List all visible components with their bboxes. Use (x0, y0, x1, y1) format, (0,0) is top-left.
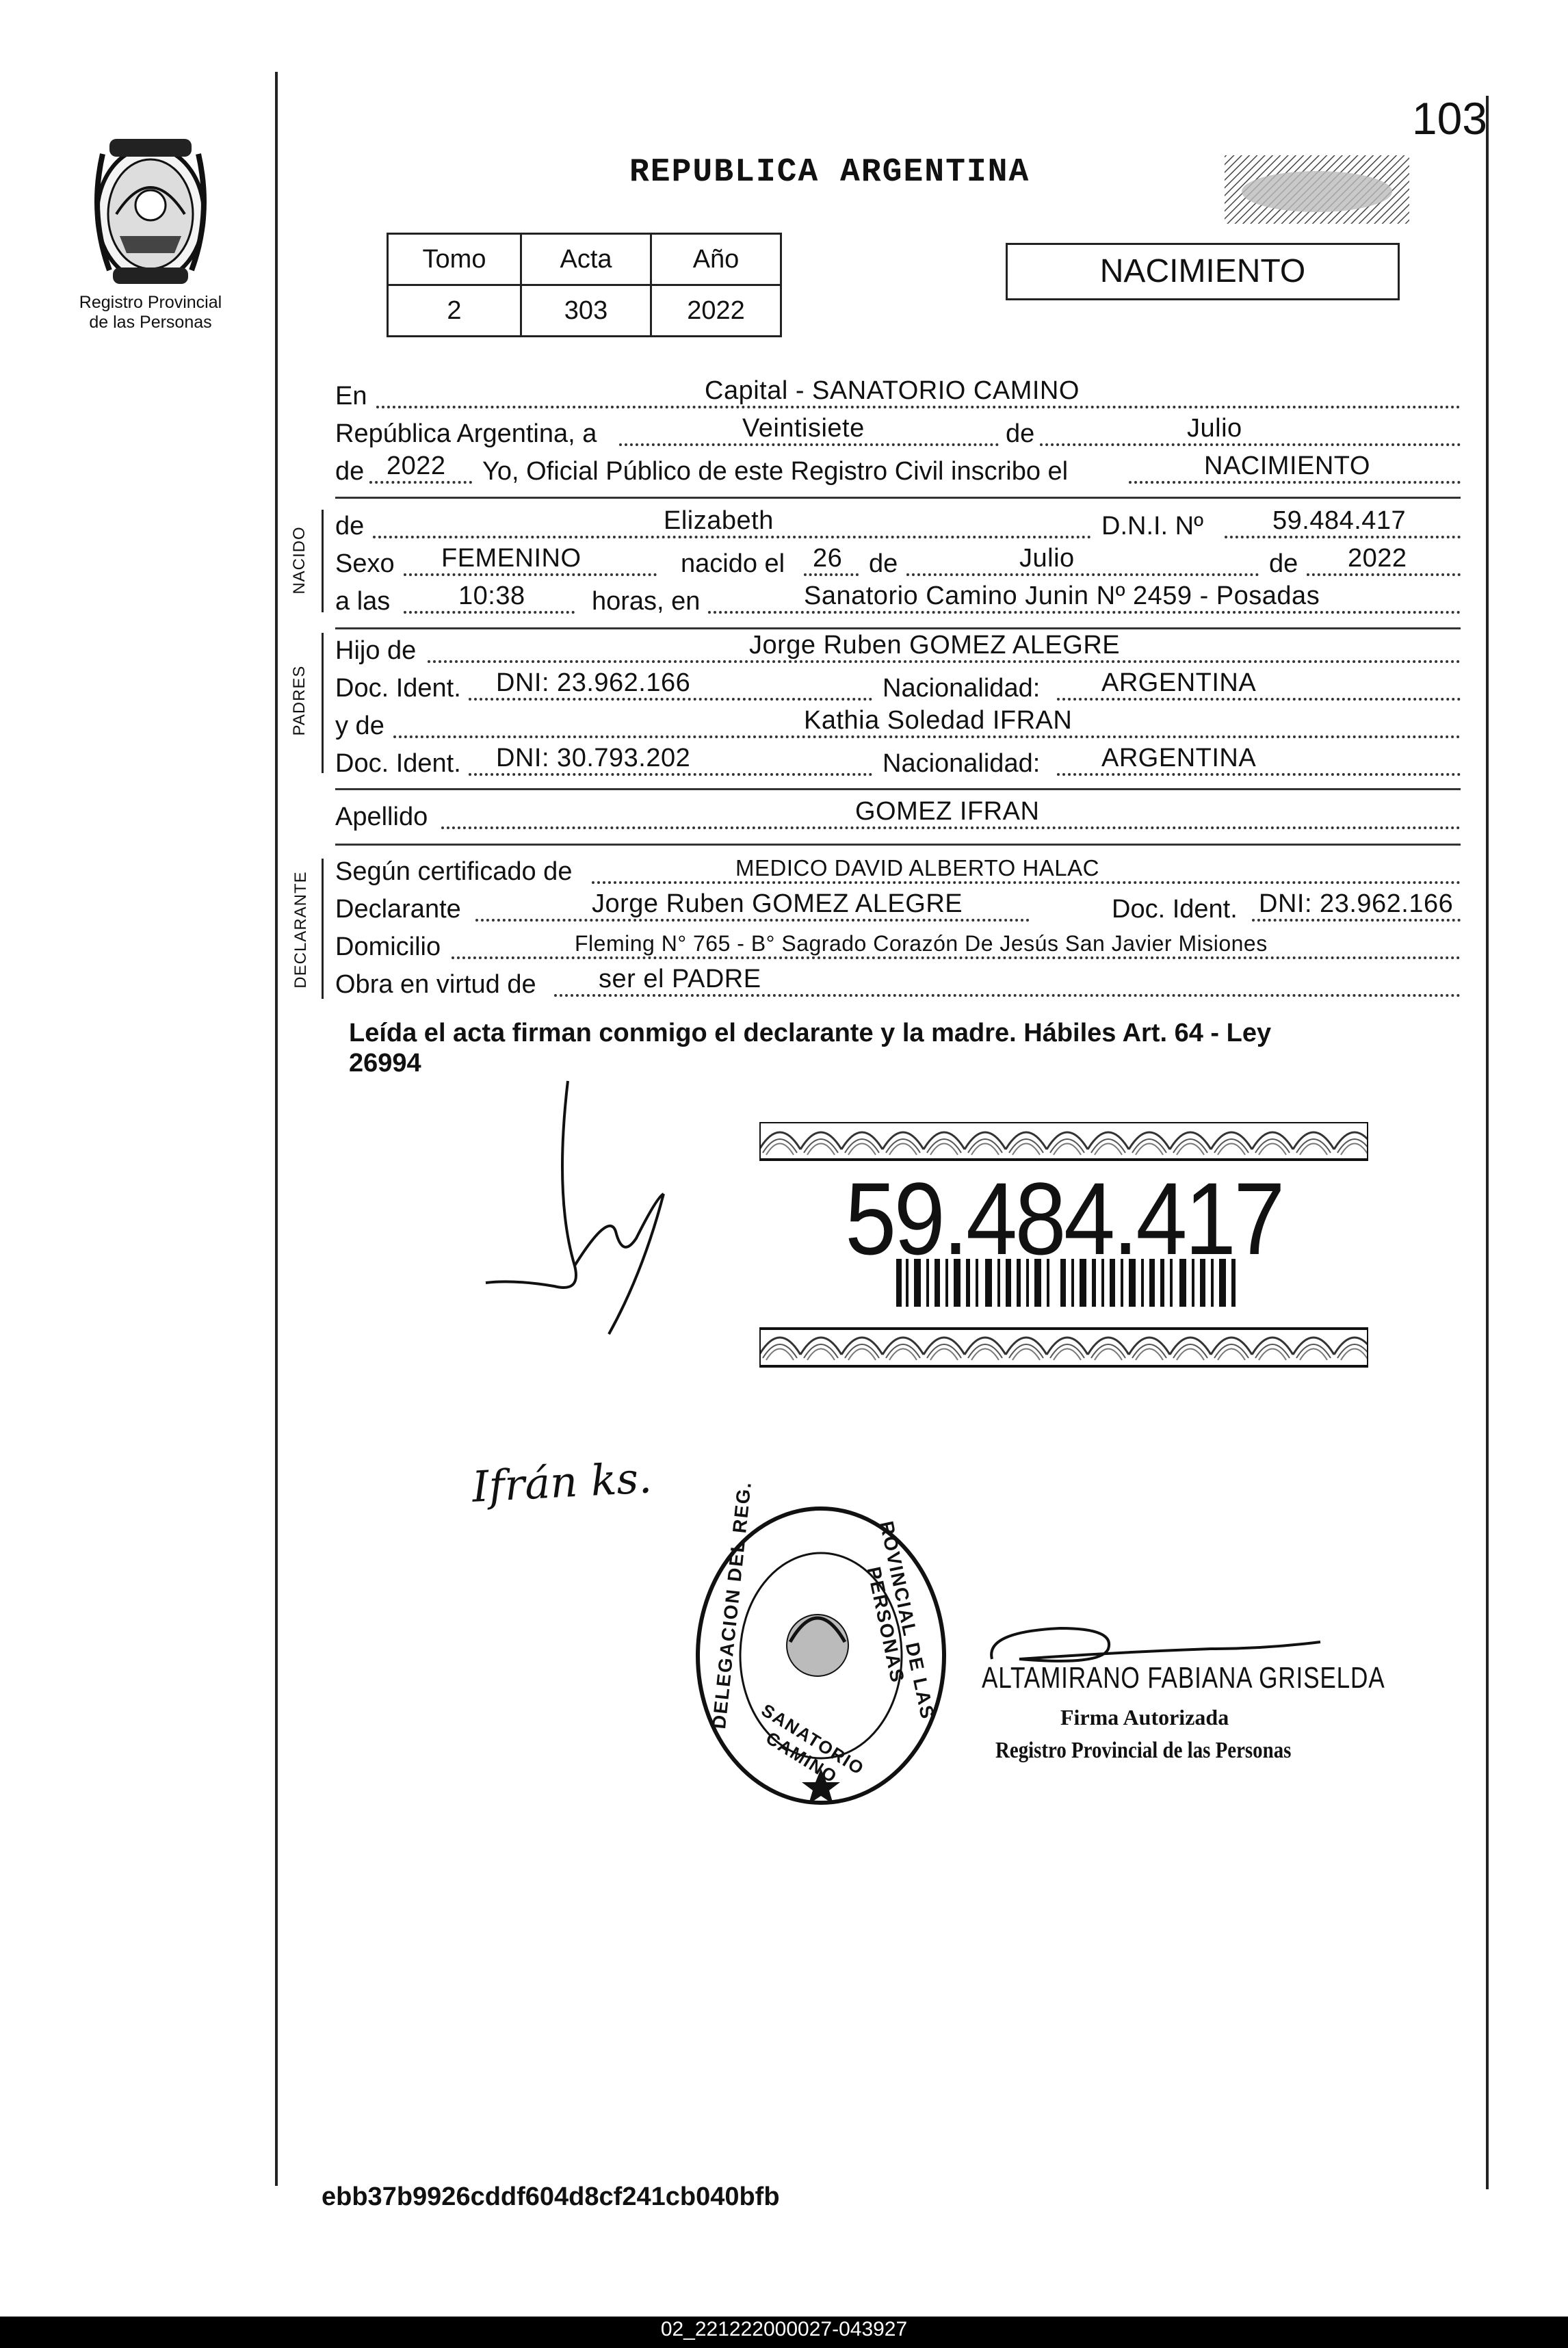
row-declarant (335, 889, 1461, 927)
dotted-line (1040, 443, 1461, 446)
nacido-el-label: nacido el (681, 549, 785, 578)
hijo-label: Hijo de (335, 636, 417, 665)
mother-doc-value: DNI: 30.793.202 (496, 744, 691, 772)
mother-nationality-value: ARGENTINA (1101, 744, 1257, 772)
section-divider (335, 788, 1461, 790)
address-value: Fleming N° 765 - B° Sagrado Corazón De Jesús San Javier Misiones (575, 931, 1268, 956)
nacionalidad-label: Nacionalidad: (883, 674, 1041, 703)
seal-text-right: ROVINCIAL DE LAS PERSONAS (863, 1519, 939, 1722)
row-officer (335, 452, 1461, 489)
table-header-acta: Acta (521, 234, 651, 285)
table-value-tomo: 2 (388, 285, 521, 337)
sexo-label: Sexo (335, 549, 395, 578)
a-las-label: a las (335, 587, 391, 616)
child-dni-value: 59.484.417 (1272, 506, 1407, 535)
birth-place-value: Sanatorio Camino Junin Nº 2459 - Posadas (804, 582, 1320, 610)
row-name (335, 506, 1461, 544)
row-sex (335, 544, 1461, 582)
table-header-tomo: Tomo (388, 234, 521, 285)
obra-label: Obra en virtud de (335, 970, 536, 999)
row-certificate (335, 855, 1461, 889)
seal-text-left: DELEGACION DEL REG. (708, 1480, 755, 1730)
dotted-line (1225, 536, 1461, 538)
section-divider (335, 497, 1461, 499)
horas-label: horas, en (592, 587, 701, 616)
dni-label: D.N.I. Nº (1101, 512, 1203, 540)
dotted-line (592, 881, 1461, 884)
doc-label: Doc. Ident. (335, 749, 461, 778)
dotted-line (404, 611, 575, 614)
closing-text (349, 1018, 1443, 1078)
logo-caption-line1: Registro Provincial (79, 293, 222, 312)
row-place (335, 376, 1461, 414)
nacido-bracket (322, 510, 324, 612)
dotted-line (469, 773, 872, 776)
official-role: Firma Autorizada (1060, 1705, 1229, 1730)
security-stamp (1221, 152, 1413, 227)
logo-caption (48, 293, 253, 332)
declarante-label: Declarante (335, 895, 461, 924)
dotted-line (1057, 773, 1461, 776)
padres-bracket (322, 633, 324, 773)
row-surname (335, 797, 1461, 835)
dotted-line (376, 406, 1461, 408)
official-org: Registro Provincial de las Personas (995, 1738, 1292, 1763)
dotted-line (475, 919, 1030, 922)
year-value: 2022 (387, 452, 446, 480)
declarante-bracket (322, 859, 324, 999)
de-label: de (1006, 419, 1035, 448)
father-nationality-value: ARGENTINA (1101, 668, 1257, 697)
logo-caption-line2: de las Personas (89, 313, 212, 332)
section-divider (335, 844, 1461, 846)
surname-value: GOMEZ IFRAN (855, 797, 1040, 826)
row-address (335, 930, 1461, 965)
row-father-doc (335, 668, 1461, 706)
en-label: En (335, 382, 367, 410)
dotted-line (1307, 573, 1461, 576)
declarant-signature (472, 1074, 698, 1348)
birth-year-value: 2022 (1348, 544, 1407, 573)
dotted-line (708, 611, 1461, 614)
row-mother (335, 706, 1461, 744)
nacionalidad-label: Nacionalidad: (883, 749, 1041, 778)
republica-label: República Argentina, a (335, 419, 597, 448)
dotted-line (428, 660, 1461, 663)
left-margin-line (275, 72, 278, 2186)
misiones-coat-of-arms-logo (82, 133, 219, 298)
declarant-name-value: Jorge Ruben GOMEZ ALEGRE (592, 889, 963, 918)
nacido-section-label: NACIDO (290, 526, 309, 595)
mother-name-value: Kathia Soledad IFRAN (804, 706, 1073, 735)
dotted-line (1129, 481, 1461, 484)
row-obra (335, 965, 1461, 1002)
record-type-box: NACIMIENTO (1006, 243, 1400, 300)
dotted-line (373, 536, 1091, 538)
row-mother-doc (335, 744, 1461, 781)
dotted-line (804, 573, 859, 576)
row-date (335, 414, 1461, 452)
dni-sticker-number: 59.484.417 (845, 1161, 1283, 1276)
dotted-line (906, 573, 1259, 576)
dotted-line (441, 826, 1461, 829)
y-de-label: y de (335, 712, 384, 740)
time-value: 10:38 (458, 582, 525, 610)
row-father (335, 631, 1461, 668)
dotted-line (404, 573, 657, 576)
doc-label: Doc. Ident. (335, 674, 461, 703)
closing-line1: Leída el acta firman conmigo el declarante y la madre. Hábiles Art. 64 - Ley (349, 1019, 1272, 1047)
father-name-value: Jorge Ruben GOMEZ ALEGRE (749, 631, 1121, 660)
birth-day-value: 26 (813, 544, 843, 573)
footer-id: 02_221222000027-043927 (660, 2318, 908, 2340)
domicilio-label: Domicilio (335, 932, 441, 961)
birth-month-value: Julio (1019, 544, 1075, 573)
place-value: Capital - SANATORIO CAMINO (705, 376, 1080, 405)
dotted-line (393, 735, 1461, 738)
day-words-value: Veintisiete (742, 414, 865, 443)
declarant-doc-value: DNI: 23.962.166 (1259, 889, 1454, 918)
father-doc-value: DNI: 23.962.166 (496, 668, 691, 697)
closing-line2: 26994 (349, 1049, 421, 1078)
de-label: de (869, 549, 898, 578)
padres-section-label: PADRES (290, 665, 309, 736)
dotted-line (469, 698, 872, 701)
row-time (335, 582, 1461, 619)
sexo-value: FEMENINO (441, 544, 582, 573)
document-hash: ebb37b9926cddf604d8cf241cb040bfb (322, 2182, 780, 2211)
dotted-line (452, 956, 1461, 959)
dotted-line (619, 443, 999, 446)
month-value: Julio (1187, 414, 1242, 443)
seal-text-bottom: SANATORIO CAMINO (757, 1699, 869, 1788)
official-name: ALTAMIRANO FABIANA GRISELDA (982, 1661, 1385, 1695)
table-value-acta: 303 (521, 285, 651, 337)
dotted-line (1057, 698, 1461, 701)
de-label: de (335, 512, 365, 540)
doc-label: Doc. Ident. (1112, 895, 1238, 924)
table-header-ano: Año (651, 234, 781, 285)
dotted-line (1252, 919, 1461, 922)
section-divider (335, 627, 1461, 629)
certificado-label: Según certificado de (335, 857, 573, 886)
document-title: REPUBLICA ARGENTINA (629, 154, 1030, 191)
inscription-type-value: NACIMIENTO (1204, 452, 1370, 480)
table-value-ano: 2022 (651, 285, 781, 337)
apellido-label: Apellido (335, 803, 428, 831)
dotted-line (554, 994, 1461, 997)
obra-value: ser el PADRE (599, 965, 761, 993)
de-label: de (335, 457, 365, 486)
mother-signature: Ifrán ks. (471, 1452, 653, 1512)
de-label: de (1269, 549, 1298, 578)
declarante-section-label: DECLARANTE (291, 871, 310, 989)
officer-text: Yo, Oficial Público de este Registro Civil inscribo el (482, 457, 1069, 486)
record-table (387, 233, 782, 337)
right-margin-line (1486, 96, 1489, 2189)
page-number: 103 (1411, 93, 1487, 144)
child-name-value: Elizabeth (664, 506, 774, 535)
dotted-line (369, 481, 472, 484)
certificate-value: MEDICO DAVID ALBERTO HALAC (735, 855, 1099, 880)
